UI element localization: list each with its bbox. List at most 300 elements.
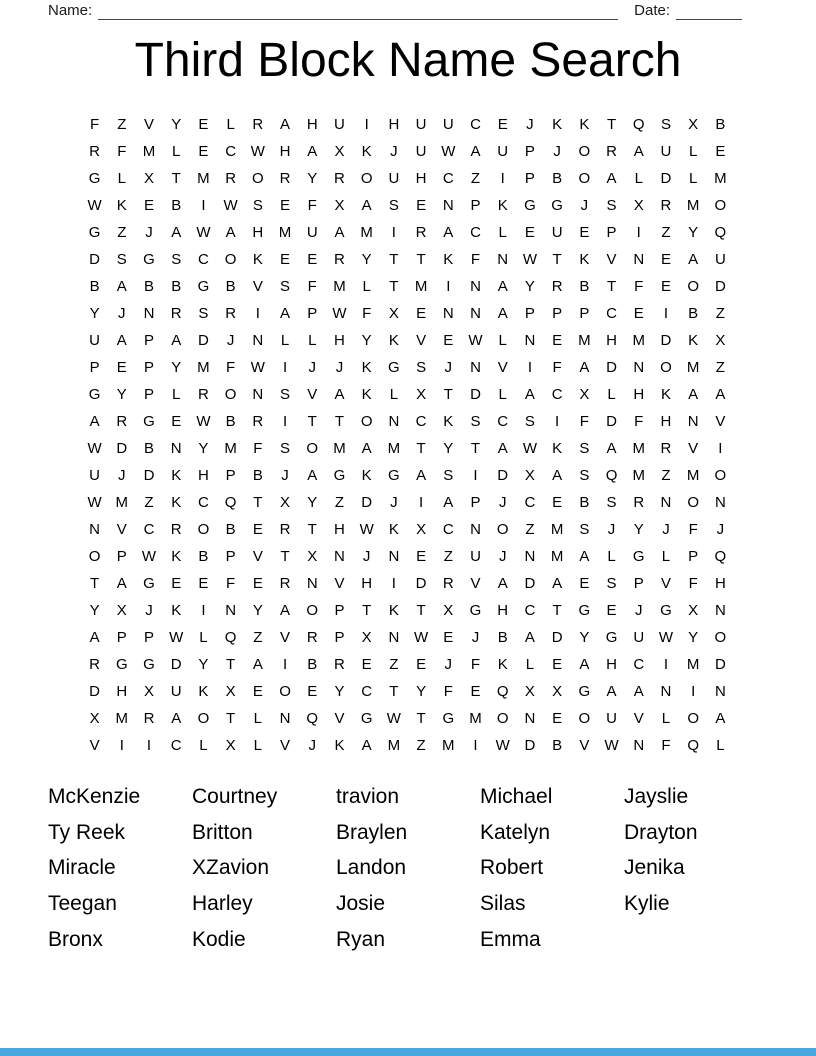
grid-cell-r21c8: I [282,656,288,673]
grid-cell-r6c6: O [224,251,237,268]
word-list-item: Kodie [192,927,246,951]
grid-cell-r2c1: R [89,143,101,160]
grid-cell-r3c11: O [360,170,373,187]
grid-cell-r17c17: N [524,548,536,565]
word-list-item: Harley [192,892,253,916]
grid-cell-r20c10: P [334,629,345,646]
grid-cell-r8c19: P [579,305,590,322]
grid-cell-r23c3: R [143,710,155,727]
grid-cell-r23c12: W [386,710,401,727]
grid-cell-r15c22: N [660,494,672,511]
grid-cell-r4c3: E [144,197,155,214]
grid-cell-r19c20: E [606,602,617,619]
grid-cell-r17c9: X [307,548,318,565]
grid-cell-r22c1: D [89,683,101,700]
grid-cell-r21c15: F [470,656,481,673]
grid-cell-r22c19: G [578,683,591,700]
grid-cell-r5c21: I [636,224,641,241]
grid-cell-r6c18: T [552,251,562,268]
grid-cell-r14c11: K [361,467,372,484]
grid-cell-r19c24: N [714,602,726,619]
grid-cell-r5c17: E [524,224,535,241]
word-list-item: McKenzie [48,785,141,808]
grid-cell-r8c15: N [470,305,481,322]
grid-cell-r3c7: O [252,170,264,187]
grid-cell-r24c6: X [225,737,236,754]
grid-cell-r23c8: N [279,710,291,727]
grid-cell-r17c16: J [498,548,507,565]
grid-cell-r12c24: V [715,413,726,430]
grid-cell-r18c23: F [688,575,698,592]
grid-cell-r20c1: A [89,629,100,646]
grid-cell-r3c12: U [388,170,400,187]
grid-cell-r16c20: J [607,521,616,538]
grid-cell-r8c3: N [143,305,155,322]
grid-cell-r21c14: J [444,656,453,673]
grid-cell-r22c16: Q [496,683,509,700]
grid-cell-r17c15: U [470,548,481,565]
grid-cell-r21c9: B [307,656,318,673]
grid-cell-r12c2: R [116,413,128,430]
grid-cell-r3c1: G [88,170,101,187]
grid-cell-r11c5: R [198,386,209,403]
grid-cell-r1c23: X [688,116,699,133]
grid-cell-r3c2: L [117,170,126,187]
grid-cell-r20c18: D [551,629,563,646]
grid-cell-r8c6: R [225,305,237,322]
grid-cell-r22c21: A [633,683,644,700]
grid-cell-r6c3: G [143,251,155,268]
grid-cell-r2c13: U [415,143,427,160]
grid-cell-r10c15: N [470,359,481,376]
grid-cell-r16c10: H [334,521,345,538]
grid-cell-r10c1: P [89,359,100,376]
grid-cell-r12c21: F [634,413,644,430]
grid-cell-r13c16: A [497,440,508,457]
grid-cell-r22c13: Y [416,683,427,700]
grid-cell-r15c13: I [419,494,424,511]
grid-cell-r1c7: R [252,116,264,133]
grid-cell-r12c23: N [687,413,699,430]
grid-cell-r18c4: E [171,575,182,592]
grid-cell-r21c11: E [361,656,372,673]
grid-cell-r11c10: A [334,386,345,403]
grid-cell-r5c18: U [551,224,563,241]
grid-cell-r15c23: O [687,494,700,511]
grid-cell-r5c22: Z [661,224,671,241]
grid-cell-r9c18: E [552,332,563,349]
grid-cell-r2c23: L [689,143,698,160]
grid-cell-r8c13: E [416,305,427,322]
grid-cell-r16c11: W [359,521,374,538]
grid-cell-r6c2: S [116,251,127,268]
grid-cell-r20c20: G [605,629,618,646]
grid-cell-r10c20: D [606,359,617,376]
grid-cell-r11c18: C [551,386,563,403]
grid-cell-r5c24: Q [714,224,727,241]
grid-cell-r7c13: M [414,278,428,295]
grid-cell-r14c9: A [307,467,318,484]
grid-cell-r1c5: E [198,116,209,133]
grid-cell-r4c19: J [580,197,589,214]
word-list-item: Landon [336,856,407,880]
grid-cell-r14c2: J [118,467,126,484]
grid-cell-r13c13: T [416,440,426,457]
grid-cell-r3c10: R [334,170,345,187]
grid-cell-r16c1: N [89,521,101,538]
grid-cell-r7c6: B [225,278,236,295]
grid-cell-r17c23: P [688,548,699,565]
grid-cell-r17c18: M [550,548,564,565]
grid-cell-r2c15: A [470,143,481,160]
grid-cell-r18c17: D [524,575,536,592]
grid-cell-r15c8: X [280,494,291,511]
grid-cell-r9c11: Y [361,332,372,349]
grid-cell-r2c4: L [172,143,181,160]
grid-cell-r12c4: E [171,413,182,430]
grid-cell-r12c8: I [282,413,288,430]
grid-cell-r3c15: Z [470,170,481,187]
grid-cell-r2c10: X [334,143,345,160]
grid-cell-r19c11: T [362,602,372,619]
grid-cell-r21c19: A [579,656,590,673]
grid-cell-r18c18: A [552,575,563,592]
grid-cell-r24c17: D [524,737,536,754]
grid-cell-r3c13: H [415,170,427,187]
grid-cell-r1c10: U [334,116,345,133]
grid-cell-r21c10: R [334,656,345,673]
grid-cell-r15c12: J [390,494,398,511]
grid-cell-r12c3: G [143,413,155,430]
word-list-item: Silas [480,892,526,916]
grid-cell-r14c16: D [497,467,509,484]
grid-cell-r8c5: S [198,305,209,322]
grid-cell-r23c15: M [469,710,482,727]
grid-cell-r6c19: K [579,251,590,268]
grid-cell-r5c7: H [252,224,264,241]
grid-cell-r5c10: A [334,224,345,241]
grid-cell-r23c7: L [253,710,263,727]
grid-cell-r4c24: O [714,197,727,214]
grid-cell-r13c8: S [280,440,291,457]
grid-cell-r3c23: L [689,170,698,187]
grid-cell-r17c22: L [661,548,671,565]
grid-cell-r4c15: P [470,197,481,214]
grid-cell-r18c8: R [279,575,291,592]
grid-cell-r19c21: J [635,602,643,619]
grid-cell-r9c21: M [632,332,646,349]
grid-cell-r7c2: A [116,278,127,295]
grid-cell-r10c7: W [250,359,265,376]
word-list-item: travion [336,785,400,808]
grid-cell-r14c22: Z [661,467,671,484]
grid-cell-r7c14: I [446,278,451,295]
grid-cell-r9c23: K [688,332,699,349]
grid-cell-r9c24: X [715,332,726,349]
grid-cell-r16c6: B [225,521,236,538]
grid-cell-r18c6: F [226,575,236,592]
grid-cell-r15c24: N [714,494,726,511]
grid-cell-r24c16: W [495,737,510,754]
grid-cell-r17c10: N [334,548,345,565]
grid-cell-r22c20: A [606,683,617,700]
grid-cell-r17c1: O [88,548,101,565]
grid-cell-r13c15: T [470,440,481,457]
grid-cell-r5c3: J [145,224,153,241]
grid-cell-r12c9: T [307,413,317,430]
grid-cell-r8c4: R [170,305,182,322]
grid-cell-r12c10: T [334,413,345,430]
grid-cell-r20c24: O [714,629,727,646]
grid-cell-r18c22: V [660,575,671,592]
grid-cell-r23c5: O [197,710,210,727]
grid-cell-r8c14: N [442,305,454,322]
grid-cell-r22c3: X [144,683,155,700]
grid-cell-r3c19: O [578,170,591,187]
grid-cell-r1c16: E [497,116,508,133]
word-list-item: Teegan [48,892,117,916]
grid-cell-r4c1: W [87,197,102,214]
grid-cell-r19c16: H [497,602,509,619]
grid-cell-r3c16: I [500,170,505,187]
grid-cell-r22c4: U [170,683,182,700]
name-fill-line[interactable] [98,1,618,20]
grid-cell-r10c22: O [660,359,672,376]
grid-cell-r6c20: V [606,251,617,268]
grid-cell-r22c17: X [524,683,535,700]
grid-cell-r10c8: I [282,359,288,376]
grid-cell-r16c9: T [307,521,317,538]
grid-cell-r5c19: E [579,224,590,241]
grid-cell-r10c12: G [388,359,400,376]
grid-cell-r16c22: J [662,521,670,538]
worksheet-header [48,1,742,21]
grid-cell-r1c21: Q [632,116,645,133]
grid-cell-r20c9: R [306,629,318,646]
grid-cell-r12c13: C [415,413,427,430]
grid-cell-r8c2: J [118,305,126,322]
grid-cell-r17c7: V [252,548,263,565]
grid-cell-r6c12: T [389,251,399,268]
grid-cell-r8c24: Z [715,305,725,322]
grid-cell-r6c9: E [307,251,318,268]
grid-cell-r17c24: Q [714,548,727,565]
grid-cell-r3c8: R [279,170,291,187]
grid-cell-r18c5: E [198,575,209,592]
grid-cell-r19c7: Y [252,602,263,619]
grid-cell-r10c9: J [308,359,317,376]
grid-cell-r15c17: C [524,494,536,511]
grid-cell-r7c9: F [307,278,317,295]
grid-cell-r11c9: V [307,386,318,403]
grid-cell-r10c21: N [633,359,645,376]
grid-cell-r8c16: A [497,305,508,322]
grid-cell-r19c13: T [416,602,426,619]
grid-cell-r19c9: O [306,602,319,619]
grid-cell-r5c13: R [415,224,427,241]
grid-cell-r8c10: W [332,305,347,322]
grid-cell-r13c14: Y [443,440,454,457]
grid-cell-r4c23: M [686,197,700,214]
grid-cell-r1c13: U [415,116,427,133]
word-list-item: Jenika [624,856,685,880]
word-list-item: Ty Reek [48,820,126,844]
grid-cell-r5c6: A [225,224,236,241]
grid-cell-r24c9: J [308,737,317,754]
grid-cell-r16c8: R [279,521,291,538]
footer-accent-bar [0,1048,816,1056]
grid-cell-r14c20: Q [605,467,618,484]
grid-cell-r19c8: A [280,602,291,619]
grid-cell-r24c21: N [633,737,645,754]
grid-cell-r14c1: U [89,467,101,484]
grid-cell-r15c21: R [633,494,645,511]
grid-cell-r10c18: F [552,359,562,376]
grid-cell-r5c14: A [443,224,454,241]
grid-cell-r16c3: C [143,521,155,538]
grid-cell-r1c1: F [90,116,100,133]
grid-cell-r24c19: V [579,737,590,754]
grid-cell-r12c12: N [388,413,400,430]
word-list-item: Ryan [336,927,386,951]
grid-cell-r17c6: P [225,548,236,565]
grid-cell-r4c22: R [660,197,672,214]
grid-cell-r18c16: A [497,575,508,592]
grid-cell-r18c21: P [633,575,644,592]
grid-cell-r8c12: X [388,305,399,322]
grid-cell-r21c18: E [552,656,563,673]
grid-cell-r7c7: V [252,278,263,295]
grid-cell-r11c4: L [172,386,181,403]
grid-cell-r5c12: I [391,224,396,241]
grid-cell-r13c11: A [361,440,372,457]
grid-cell-r23c6: T [226,710,236,727]
grid-cell-r15c20: S [606,494,617,511]
grid-cell-r4c20: S [606,197,617,214]
grid-cell-r19c23: X [688,602,699,619]
grid-cell-r22c10: Y [334,683,345,700]
grid-cell-r1c22: S [660,116,671,133]
grid-cell-r5c4: A [171,224,182,241]
grid-cell-r6c14: K [443,251,454,268]
grid-cell-r2c14: W [441,143,456,160]
grid-cell-r1c12: H [388,116,400,133]
grid-cell-r13c6: M [224,440,237,457]
grid-cell-r19c4: K [171,602,182,619]
grid-cell-r2c5: E [198,143,209,160]
grid-cell-r3c9: Y [307,170,318,187]
grid-cell-r7c8: S [280,278,291,295]
grid-cell-r24c11: A [361,737,372,754]
grid-cell-r20c13: W [414,629,429,646]
grid-cell-r19c1: Y [89,602,100,619]
grid-cell-r11c6: O [224,386,237,403]
grid-cell-r10c23: M [686,359,700,376]
grid-cell-r8c21: E [633,305,644,322]
grid-cell-r6c15: F [470,251,481,268]
grid-cell-r22c12: T [389,683,399,700]
grid-cell-r6c10: R [334,251,345,268]
grid-cell-r22c22: N [660,683,672,700]
grid-cell-r1c20: T [606,116,617,133]
grid-cell-r10c2: E [116,359,127,376]
grid-cell-r4c14: N [442,197,454,214]
grid-cell-r21c3: G [143,656,155,673]
grid-cell-r2c17: P [524,143,535,160]
grid-cell-r19c14: X [443,602,454,619]
grid-cell-r23c11: G [360,710,373,727]
grid-cell-r14c23: M [686,467,700,484]
grid-cell-r23c20: U [606,710,617,727]
grid-cell-r10c13: S [416,359,427,376]
grid-cell-r9c6: J [226,332,235,349]
grid-cell-r21c4: D [170,656,182,673]
grid-cell-r8c7: I [255,305,260,322]
grid-cell-r12c20: D [606,413,617,430]
grid-cell-r7c20: T [606,278,617,295]
grid-cell-r1c14: U [442,116,454,133]
grid-cell-r16c23: F [688,521,698,538]
grid-cell-r13c2: D [116,440,128,457]
grid-cell-r21c23: M [686,656,700,673]
grid-cell-r11c20: L [607,386,616,403]
grid-cell-r9c20: H [606,332,617,349]
grid-cell-r23c2: M [115,710,129,727]
grid-cell-r23c21: V [633,710,644,727]
grid-cell-r7c19: B [579,278,590,295]
grid-cell-r20c3: P [144,629,155,646]
grid-cell-r18c7: E [252,575,263,592]
grid-cell-r20c14: E [443,629,454,646]
grid-cell-r2c9: A [307,143,318,160]
grid-cell-r24c2: I [119,737,124,754]
grid-cell-r3c3: X [144,170,155,187]
grid-cell-r13c18: K [552,440,563,457]
date-label: Date: [634,2,670,19]
grid-cell-r5c8: M [278,224,292,241]
word-list-item: Bronx [48,927,103,951]
date-fill-line[interactable] [676,1,742,20]
grid-cell-r24c8: V [280,737,291,754]
grid-cell-r24c7: L [253,737,263,754]
grid-cell-r11c22: K [660,386,671,403]
grid-cell-r24c24: L [716,737,725,754]
grid-cell-r21c22: I [663,656,669,673]
grid-cell-r9c13: V [416,332,427,349]
grid-cell-r14c19: S [579,467,590,484]
grid-cell-r9c10: H [334,332,345,349]
grid-cell-r14c17: X [524,467,535,484]
grid-cell-r2c16: U [497,143,509,160]
grid-cell-r18c13: D [415,575,427,592]
grid-cell-r21c16: K [497,656,508,673]
grid-cell-r15c5: C [198,494,209,511]
grid-cell-r10c6: F [226,359,236,376]
grid-cell-r3c22: D [660,170,672,187]
grid-cell-r11c12: L [389,386,399,403]
grid-cell-r14c3: D [143,467,155,484]
grid-cell-r24c1: V [89,737,100,754]
grid-cell-r22c23: I [691,683,696,700]
grid-cell-r2c21: A [633,143,644,160]
word-list-item: Drayton [624,820,698,844]
grid-cell-r6c17: W [522,251,538,268]
grid-cell-r3c18: B [552,170,563,187]
grid-cell-r12c11: O [360,413,373,430]
grid-cell-r15c11: D [361,494,373,511]
grid-cell-r17c4: K [171,548,182,565]
grid-cell-r4c9: F [307,197,317,214]
